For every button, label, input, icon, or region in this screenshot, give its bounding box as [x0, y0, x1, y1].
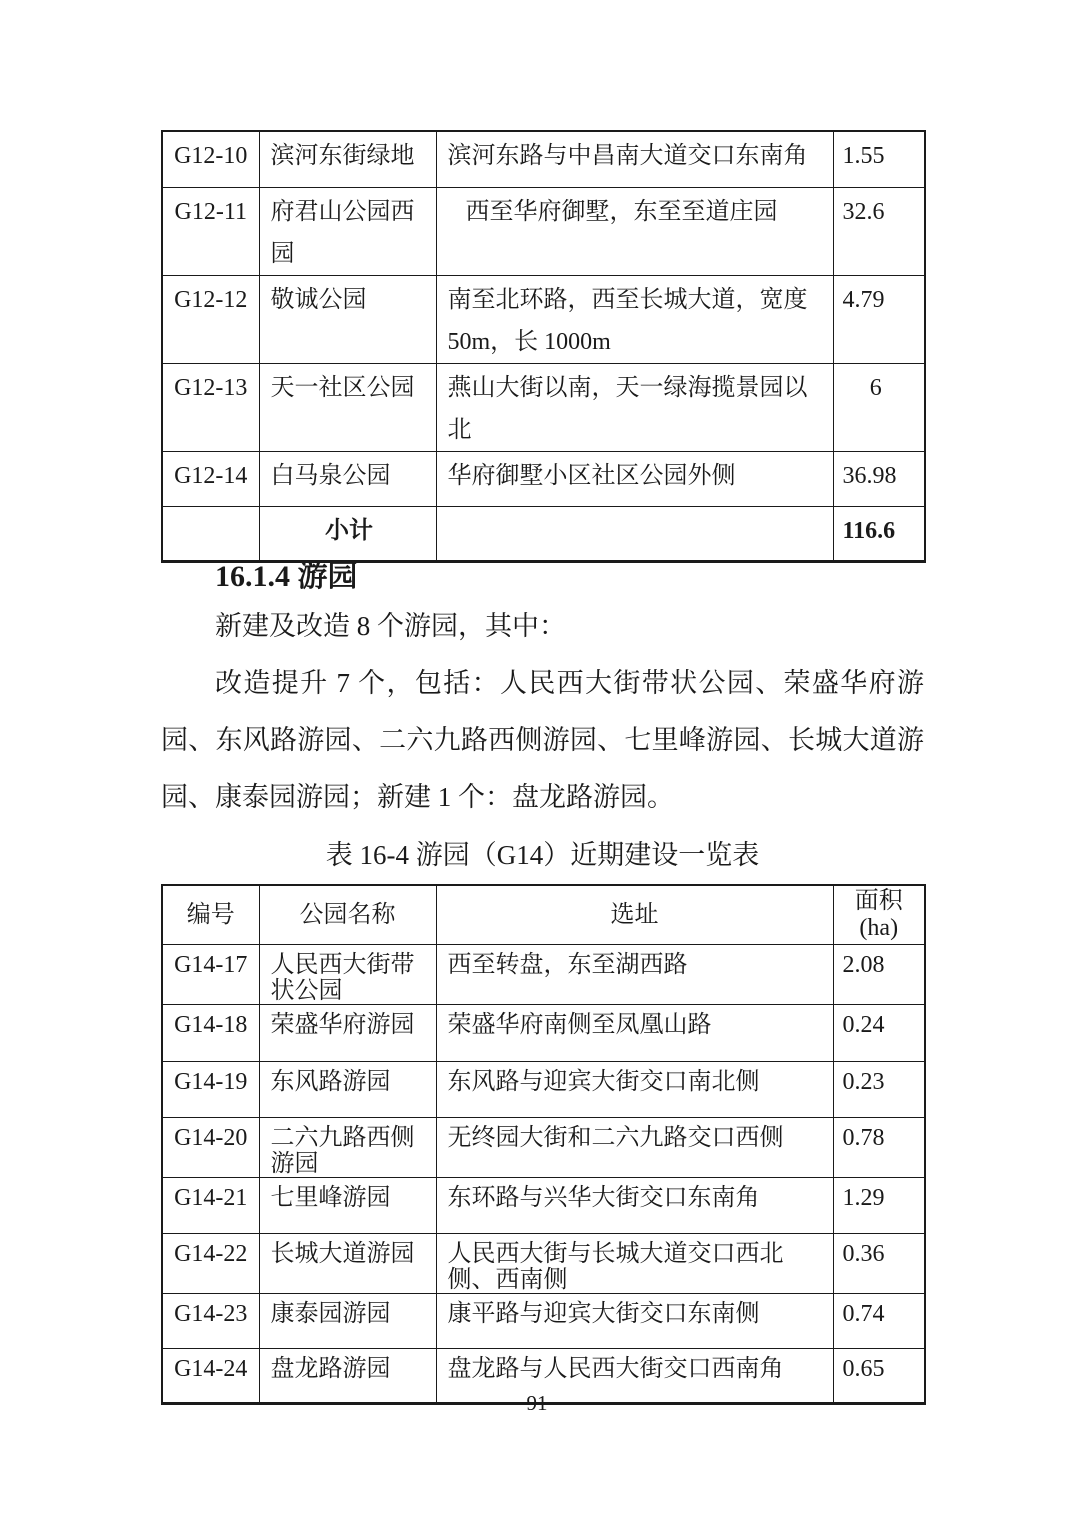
- cell-location: 康平路与迎宾大街交口东南侧: [436, 1294, 833, 1349]
- cell-id: G14-18: [162, 1005, 259, 1062]
- cell-park-name: 人民西大街带状公园: [259, 945, 436, 1005]
- cell-id: G12-13: [162, 363, 259, 451]
- cell-area: 2.08: [833, 945, 925, 1005]
- cell-park-name: 府君山公园西园: [259, 187, 436, 275]
- cell-area: 0.78: [833, 1118, 925, 1178]
- table-row: [162, 275, 925, 363]
- cell-location: 南至北环路，西至长城大道，宽度 50m，长 1000m: [436, 275, 833, 363]
- cell-id: G14-21: [162, 1178, 259, 1234]
- table-row: [162, 1118, 925, 1178]
- table-row: [162, 1178, 925, 1234]
- header-area-line1: 面积: [854, 888, 903, 914]
- table-row: [162, 451, 925, 506]
- cell-subtotal-label: 小计: [259, 506, 436, 561]
- cell-location: 西至转盘，东至湖西路: [436, 945, 833, 1005]
- page-number: 91: [526, 1391, 548, 1415]
- table-g14-pocket-parks: [161, 884, 926, 1405]
- cell-area: 36.98: [833, 451, 925, 506]
- table-row: [162, 363, 925, 451]
- cell-park-name: 康泰园游园: [259, 1294, 436, 1349]
- cell-location: 盘龙路与人民西大街交口西南角: [436, 1349, 833, 1404]
- cell-area: 1.29: [833, 1178, 925, 1234]
- cell-area: 6: [833, 363, 925, 451]
- cell-location: 燕山大街以南，天一绿海揽景园以北: [436, 363, 833, 451]
- cell-location: 东风路与迎宾大街交口南北侧: [436, 1062, 833, 1118]
- cell-area: 1.55: [833, 131, 925, 187]
- header-id: 编号: [162, 885, 259, 945]
- cell-park-name: 东风路游园: [259, 1062, 436, 1118]
- cell-location: 滨河东路与中昌南大道交口东南角: [436, 131, 833, 187]
- cell-id: G12-12: [162, 275, 259, 363]
- cell-location: 东环路与兴华大街交口东南角: [436, 1178, 833, 1234]
- header-area: [833, 885, 925, 945]
- cell-id: G14-22: [162, 1234, 259, 1294]
- table-row: [162, 1062, 925, 1118]
- header-area-line2: (ha): [859, 915, 899, 941]
- cell-id: G14-24: [162, 1349, 259, 1404]
- cell-area: 0.74: [833, 1294, 925, 1349]
- table-caption: 表 16-4 游园（G14）近期建设一览表: [325, 840, 760, 870]
- cell-id: G12-14: [162, 451, 259, 506]
- table-g12-community-parks: [161, 130, 926, 563]
- cell-park-name: 天一社区公园: [259, 363, 436, 451]
- cell-id: G14-23: [162, 1294, 259, 1349]
- table-row: [162, 187, 925, 275]
- cell-area: 0.24: [833, 1005, 925, 1062]
- table-row: [162, 1005, 925, 1062]
- table-row: [162, 1294, 925, 1349]
- table-row: [162, 945, 925, 1005]
- cell-location: 人民西大街与长城大道交口西北侧、西南侧: [436, 1234, 833, 1294]
- table-header-row: [162, 885, 925, 945]
- cell-park-name: 二六九路西侧游园: [259, 1118, 436, 1178]
- cell-id: G14-19: [162, 1062, 259, 1118]
- cell-subtotal-area: 116.6: [833, 506, 925, 561]
- cell-area: 4.79: [833, 275, 925, 363]
- body-paragraph: 改造提升 7 个，包括：人民西大街带状公园、荣盛华府游园、东风路游园、二六九路西侧游园、七里峰游园、长城大道游园、康泰园游园；新建 1 个：盘龙路游园。: [161, 668, 924, 812]
- cell-location: 无终园大街和二六九路交口西侧: [436, 1118, 833, 1178]
- cell-park-name: 敬诚公园: [259, 275, 436, 363]
- cell-park-name: 七里峰游园: [259, 1178, 436, 1234]
- cell-area: 0.36: [833, 1234, 925, 1294]
- body-paragraph: 新建及改造 8 个游园，其中：: [215, 611, 566, 641]
- cell-location: 华府御墅小区社区公园外侧: [436, 451, 833, 506]
- cell-park-name: 荣盛华府游园: [259, 1005, 436, 1062]
- cell-area: 0.65: [833, 1349, 925, 1404]
- header-park-name: 公园名称: [259, 885, 436, 945]
- header-location: 选址: [436, 885, 833, 945]
- table-row: [162, 1234, 925, 1294]
- cell-area: 0.23: [833, 1062, 925, 1118]
- cell-park-name: 盘龙路游园: [259, 1349, 436, 1404]
- cell-id: G12-11: [162, 187, 259, 275]
- table-row: [162, 131, 925, 187]
- cell-location: 荣盛华府南侧至凤凰山路: [436, 1005, 833, 1062]
- cell-location: 西至华府御墅，东至至道庄园: [436, 187, 833, 275]
- cell-id: G12-10: [162, 131, 259, 187]
- cell-area: 32.6: [833, 187, 925, 275]
- cell-park-name: 滨河东街绿地: [259, 131, 436, 187]
- cell-id: G14-17: [162, 945, 259, 1005]
- section-heading: 16.1.4 游园: [215, 560, 358, 593]
- cell-park-name: 长城大道游园: [259, 1234, 436, 1294]
- cell-id: G14-20: [162, 1118, 259, 1178]
- cell-park-name: 白马泉公园: [259, 451, 436, 506]
